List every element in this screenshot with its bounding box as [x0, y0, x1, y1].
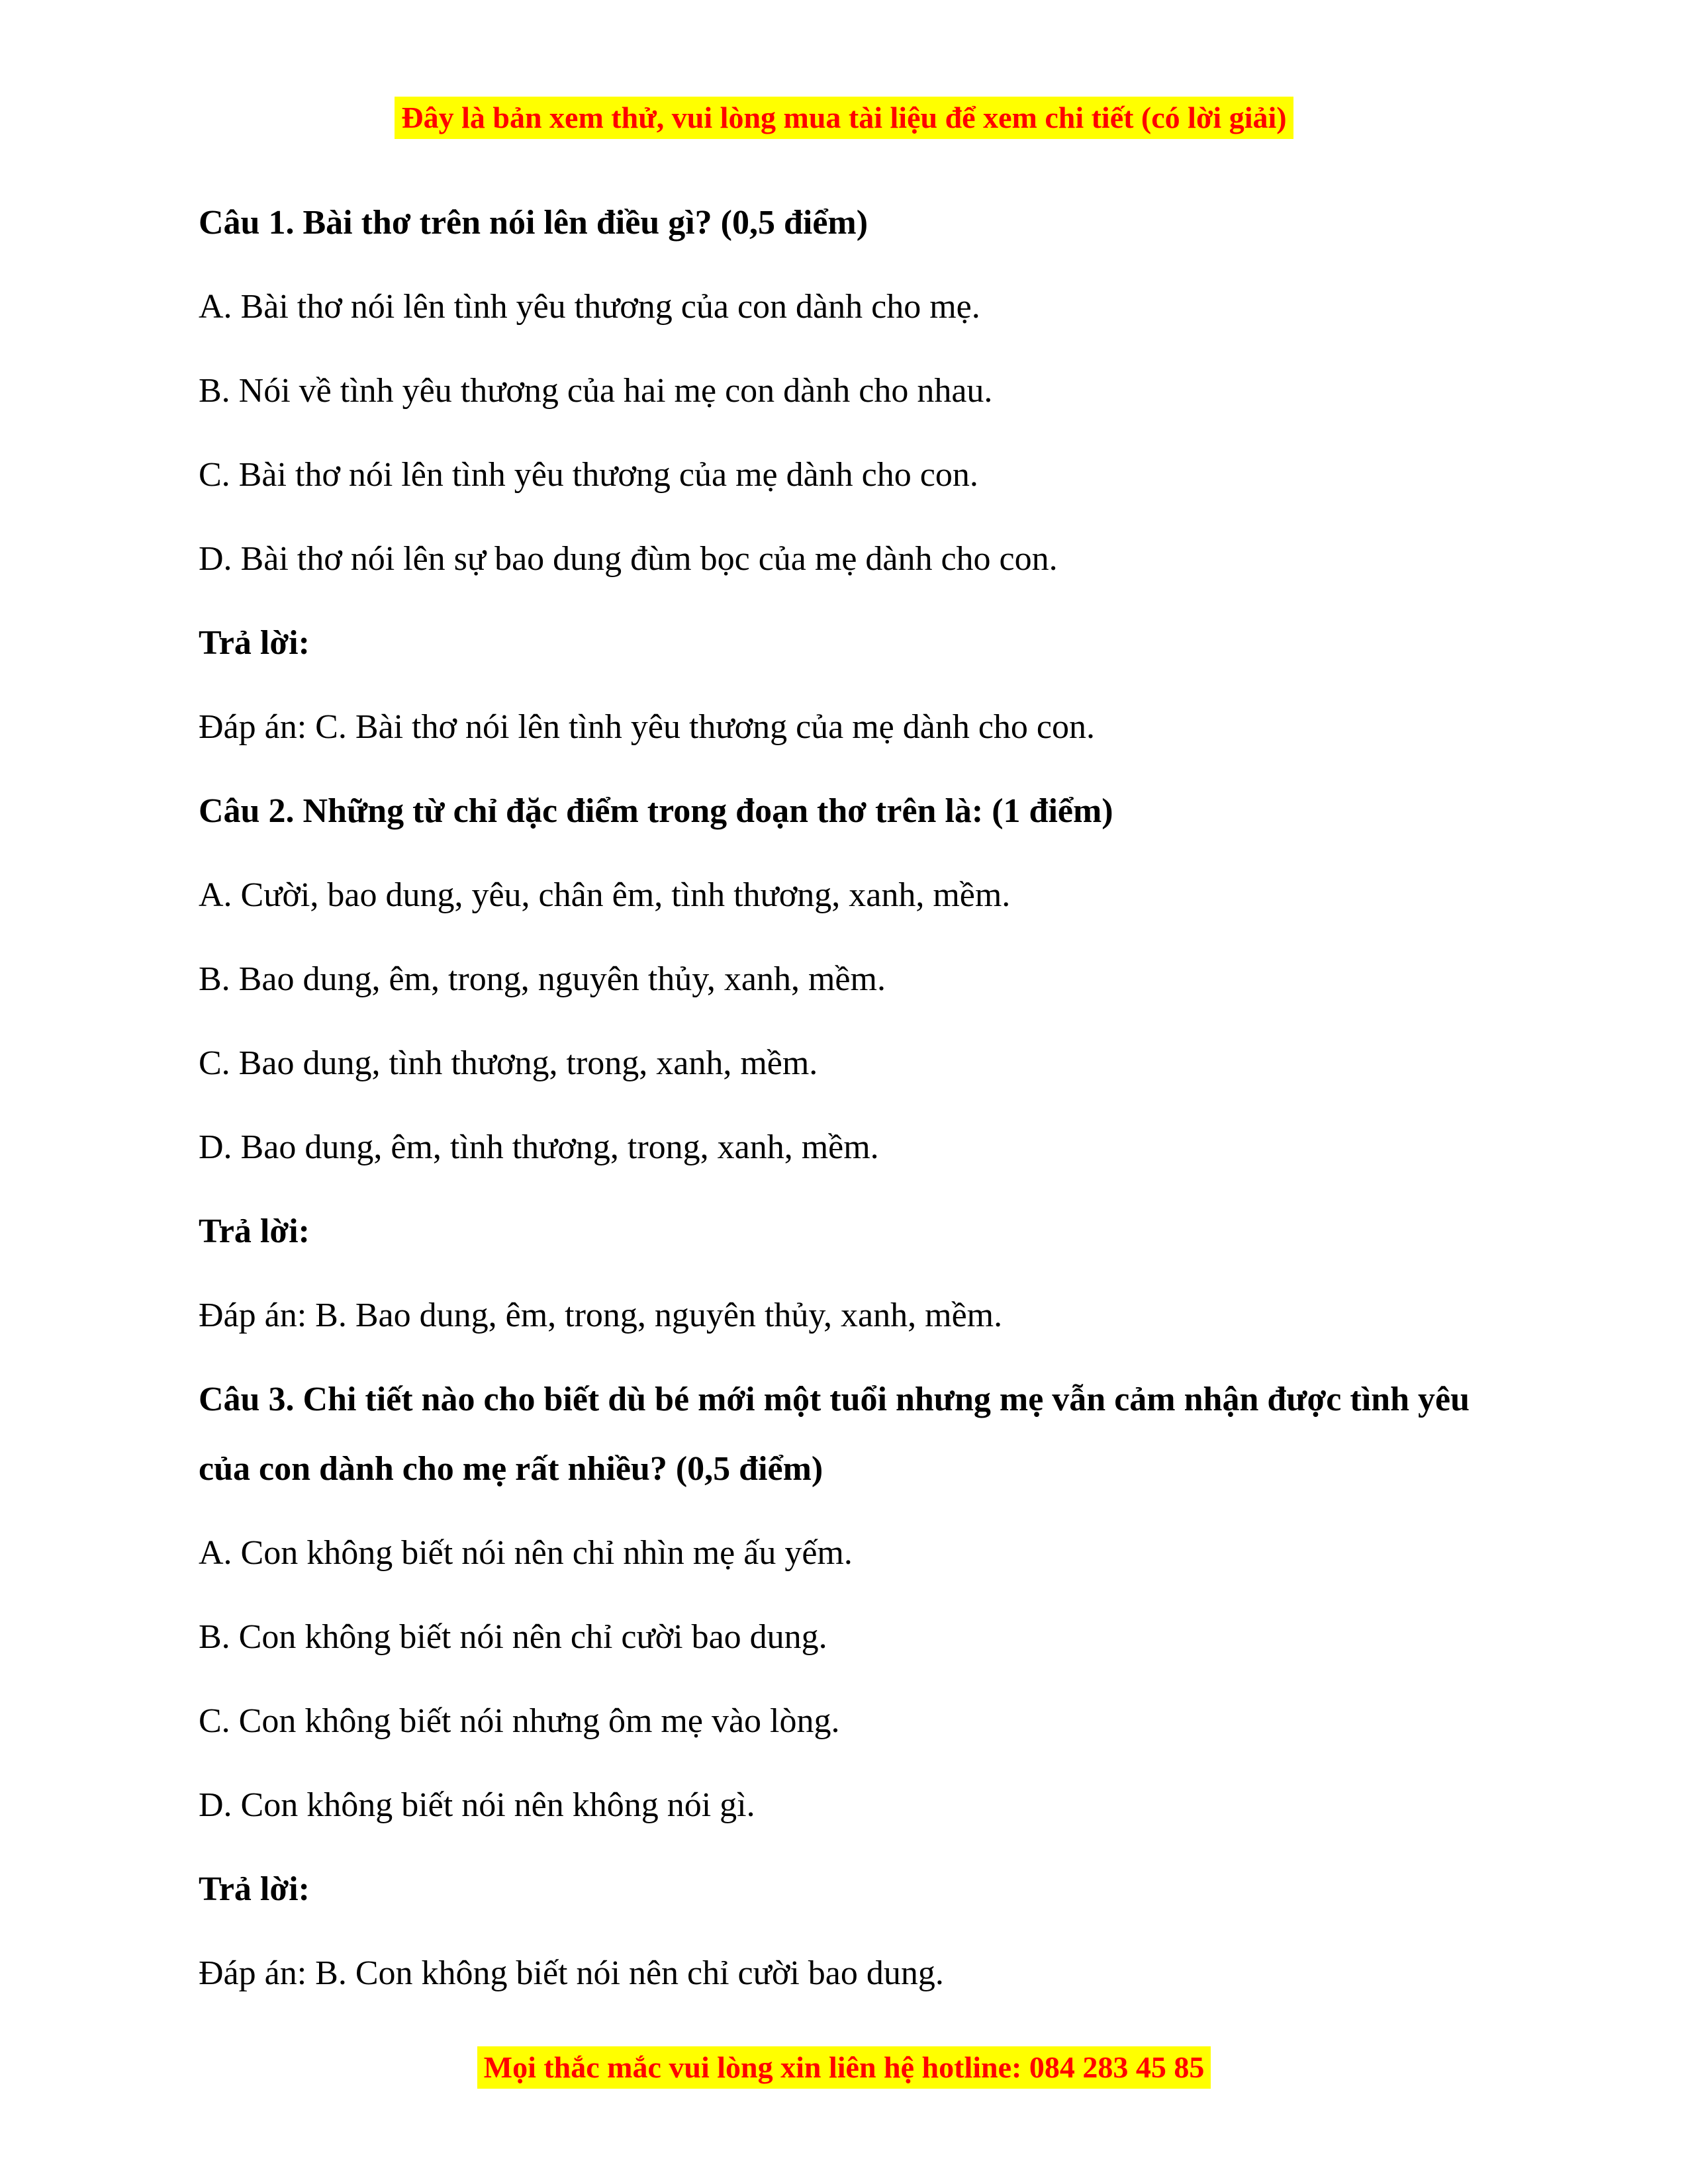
question-heading: Câu 1. Bài thơ trên nói lên điều gì? (0,5 điểm) — [199, 204, 868, 242]
answer-label: Trả lời: — [199, 624, 310, 662]
option-line: C. Bao dung, tình thương, trong, xanh, mềm. — [199, 1044, 818, 1082]
question-block-3 — [199, 1365, 1489, 2008]
hotline-banner-text: Mọi thắc mắc vui lòng xin liên hệ hotline: 084 283 45 85 — [477, 2046, 1211, 2089]
answer-label: Trả lời: — [199, 1870, 310, 1908]
question-heading: Câu 2. Những từ chỉ đặc điểm trong đoạn thơ trên là: (1 điểm) — [199, 792, 1113, 830]
option-line: A. Con không biết nói nên chỉ nhìn mẹ ấu yếm. — [199, 1534, 853, 1572]
answer-line: Đáp án: C. Bài thơ nói lên tình yêu thương của mẹ dành cho con. — [199, 708, 1096, 746]
option-line: B. Con không biết nói nên chỉ cười bao dung. — [199, 1618, 827, 1656]
answer-line: Đáp án: B. Bao dung, êm, trong, nguyên thủy, xanh, mềm. — [199, 1297, 1003, 1334]
option-line: D. Bài thơ nói lên sự bao dung đùm bọc của mẹ dành cho con. — [199, 540, 1058, 578]
answer-label: Trả lời: — [199, 1212, 310, 1250]
document-body — [199, 188, 1489, 2023]
option-line: B. Bao dung, êm, trong, nguyên thủy, xanh, mềm. — [199, 960, 886, 998]
preview-banner — [0, 97, 1688, 139]
question-block-1 — [199, 188, 1489, 762]
option-line: D. Bao dung, êm, tình thương, trong, xanh, mềm. — [199, 1128, 879, 1166]
option-line: D. Con không biết nói nên không nói gì. — [199, 1786, 755, 1824]
hotline-banner — [0, 2046, 1688, 2089]
question-heading: Câu 3. Chi tiết nào cho biết dù bé mới một tuổi nhưng mẹ vẫn cảm nhận được tình yêu của con dành cho mẹ rất nhiều? (0,5 điểm) — [199, 1381, 1470, 1488]
answer-line: Đáp án: B. Con không biết nói nên chỉ cười bao dung. — [199, 1954, 944, 1992]
preview-banner-text: Đây là bản xem thử, vui lòng mua tài liệu để xem chi tiết (có lời giải) — [395, 97, 1293, 139]
option-line: B. Nói về tình yêu thương của hai mẹ con dành cho nhau. — [199, 372, 993, 410]
option-line: C. Bài thơ nói lên tình yêu thương của mẹ dành cho con. — [199, 456, 978, 494]
option-line: C. Con không biết nói nhưng ôm mẹ vào lòng. — [199, 1702, 840, 1740]
option-line: A. Cười, bao dung, yêu, chân êm, tình thương, xanh, mềm. — [199, 876, 1011, 914]
question-block-2 — [199, 776, 1489, 1350]
option-line: A. Bài thơ nói lên tình yêu thương của con dành cho mẹ. — [199, 288, 980, 326]
